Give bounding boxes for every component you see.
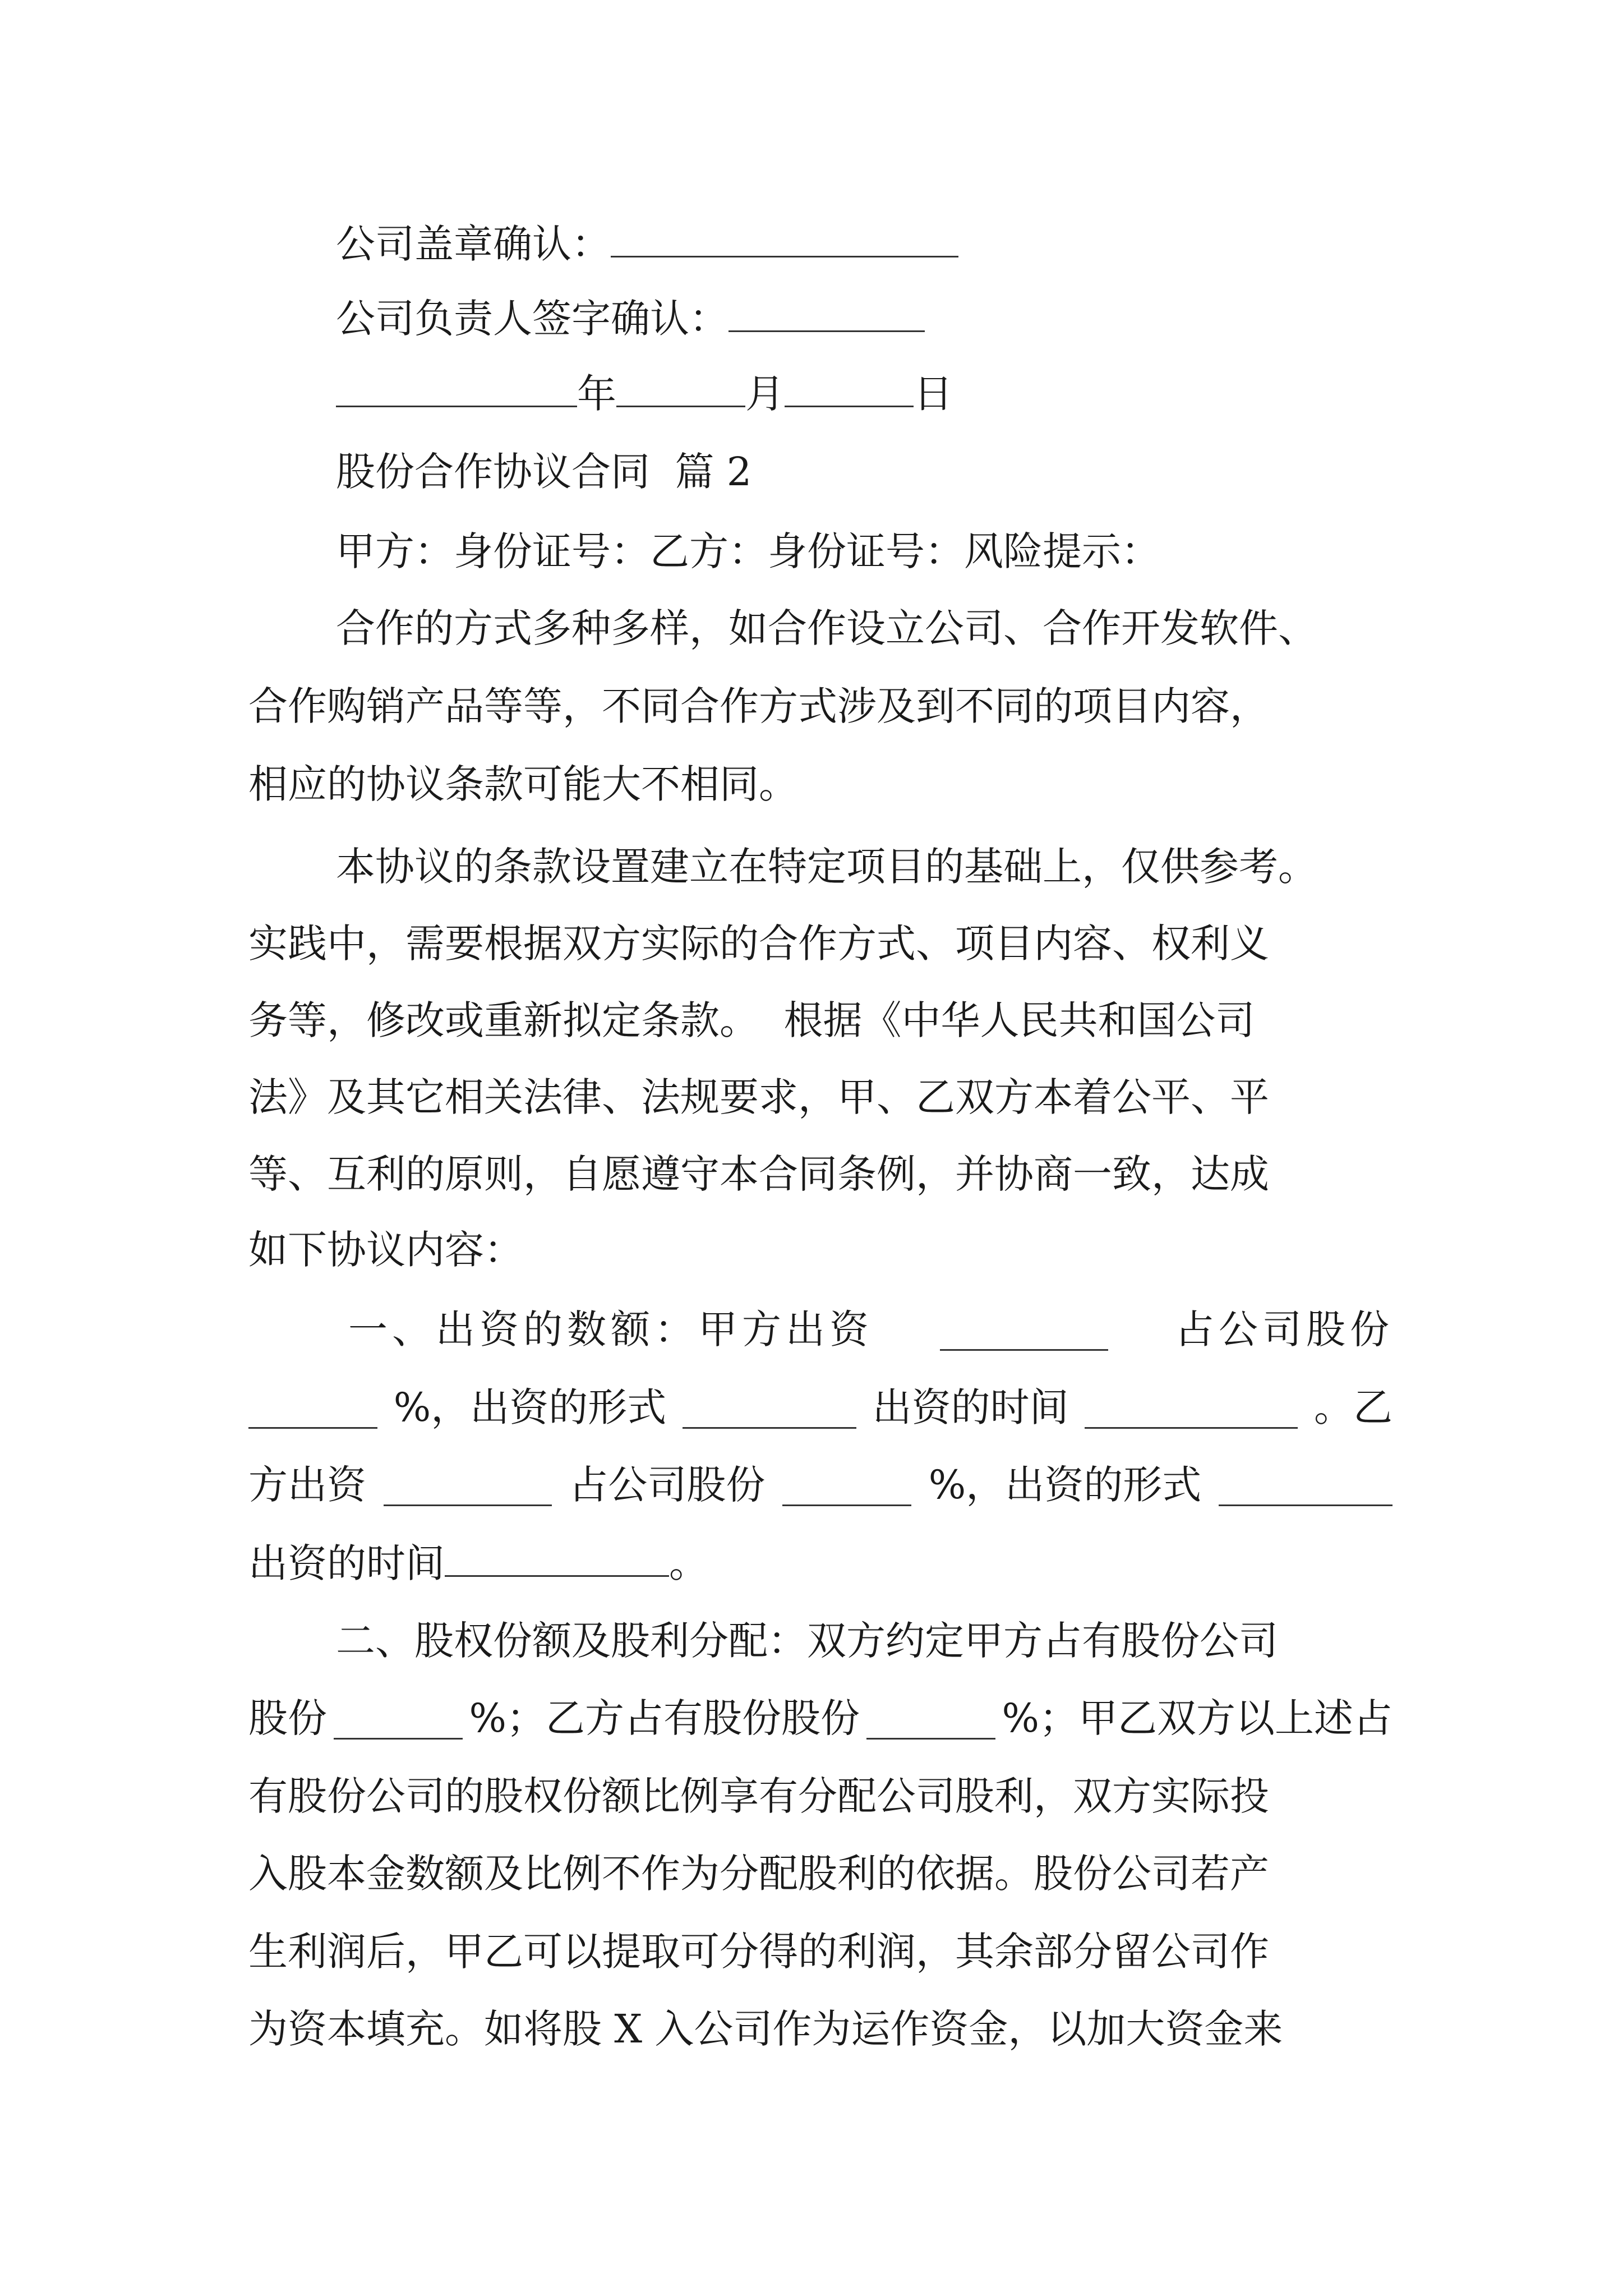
signature-label: 公司负责人签字确认： [336, 296, 728, 342]
party-b-form-blank [1219, 1464, 1393, 1506]
clause-one-line: 一、出资的数额：甲方出资 占公司股份 [348, 1290, 1394, 1369]
section-heading: 股份合作协议合同 篇 2 [336, 449, 752, 495]
paragraph-line: 实践中，需要根据双方实际的合作方式、项目内容、权利义 [248, 921, 1269, 967]
paragraph-line: 如下协议内容： [248, 1227, 523, 1273]
party-b-share-blank [782, 1464, 911, 1506]
paragraph-line: 合作的方式多种多样，如合作设立公司、合作开发软件、 [336, 605, 1317, 651]
clause-one-line: 方出资 占公司股份 %，出资的形式 [248, 1446, 1393, 1524]
signature-blank [728, 290, 925, 332]
seal-blank [611, 215, 958, 257]
parties-line: 甲方：身份证号：乙方：身份证号：风险提示： [336, 528, 1160, 574]
party-a-form-blank [683, 1387, 856, 1429]
clause-two-title: 二、股权份额及股利分配：双方约定甲方占有股份公司 [336, 1618, 1278, 1664]
date-line [336, 355, 1480, 433]
paragraph-line: 本协议的条款设置建立在特定项目的基础上，仅供参考。 [336, 844, 1317, 890]
party-a-share-blank [248, 1387, 377, 1429]
party-b-time-blank [445, 1535, 669, 1577]
year-label: 年 [577, 371, 616, 417]
clause-two-line: 为资本填充。如将股 X 入公司作为运作资金，以加大资金来 [248, 2006, 1283, 2052]
party-a-equity-blank [334, 1697, 463, 1740]
clause-two-line: 入股本金数额及比例不作为分配股利的依据。股份公司若产 [248, 1851, 1269, 1897]
party-a-time-blank [1085, 1387, 1298, 1429]
clause-one-line: 出资的时间 。 [248, 1524, 1393, 1603]
year-blank [336, 365, 577, 407]
clause-two-line: 有股份公司的股权份额比例享有分配公司股利，双方实际投 [248, 1773, 1269, 1819]
paragraph-line: 合作购销产品等等，不同合作方式涉及到不同的项目内容， [248, 683, 1269, 729]
month-label: 月 [745, 371, 785, 417]
party-a-amount-blank [940, 1309, 1108, 1351]
day-label: 日 [914, 371, 953, 417]
clause-one-line: %，出资的形式 出资的时间 。乙 [248, 1368, 1393, 1447]
paragraph-line: 法》及其它相关法律、法规要求，甲、乙双方本着公平、平 [248, 1074, 1269, 1120]
month-blank [616, 365, 745, 407]
seal-label: 公司盖章确认： [336, 221, 611, 267]
responsible-signature-line [336, 279, 1480, 358]
party-b-equity-blank [866, 1697, 995, 1740]
paragraph-line: 务等，修改或重新拟定条款。 根据《中华人民共和国公司 [248, 997, 1255, 1043]
clause-two-line: 生利润后，甲乙可以提取可分得的利润，其余部分留公司作 [248, 1929, 1269, 1975]
clause-two-line [336, 1602, 1394, 1680]
clause-one-title: 一、出资的数额：甲方出资 [348, 1306, 873, 1352]
day-blank [785, 365, 914, 407]
paragraph-line: 相应的协议条款可能大不相同。 [248, 761, 798, 807]
paragraph-line: 等、互利的原则，自愿遵守本合同条例，并协商一致，达成 [248, 1151, 1269, 1197]
company-seal-line [336, 205, 1480, 283]
party-b-amount-blank [384, 1464, 552, 1506]
clause-two-line: 股份 %；乙方占有股份股份 %；甲乙双方以上述占 [248, 1695, 1393, 1741]
